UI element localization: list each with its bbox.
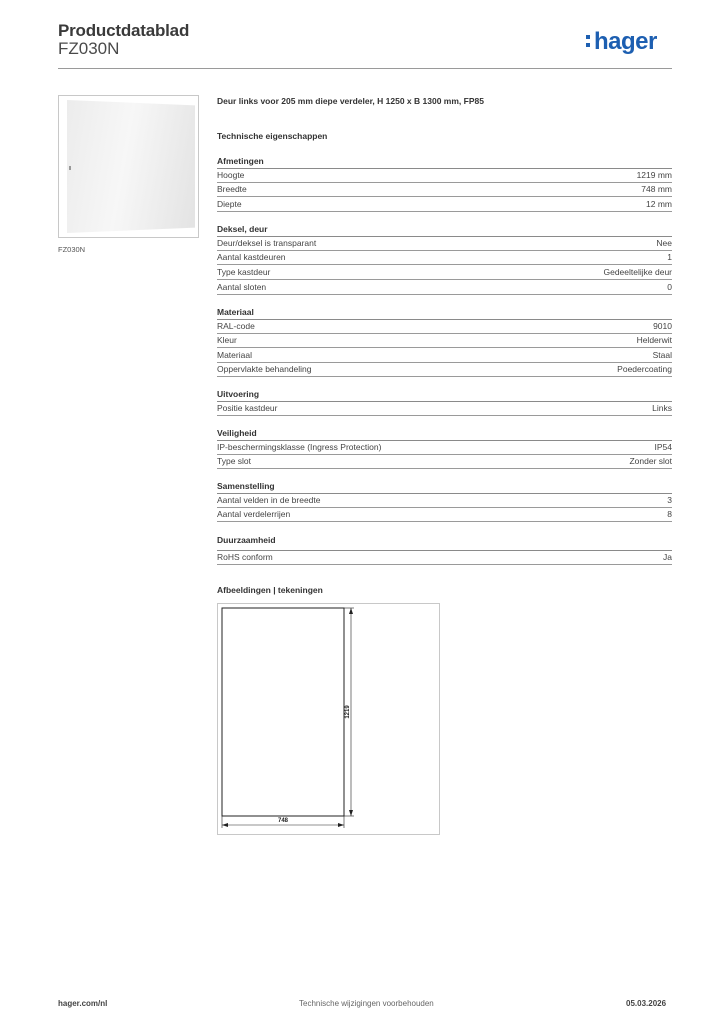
spec-label: Aantal kastdeuren <box>217 252 286 262</box>
spec-label: IP-beschermingsklasse (Ingress Protection) <box>217 442 382 452</box>
spec-label: Deur/deksel is transparant <box>217 238 317 248</box>
spec-value: Nee <box>656 238 672 248</box>
spec-label: Hoogte <box>217 170 245 180</box>
spec-row <box>217 455 672 469</box>
spec-row <box>217 441 672 455</box>
section-title-duurzaamheid: Duurzaamheid <box>217 535 276 545</box>
arrow-icon <box>349 608 353 614</box>
spec-row <box>217 169 672 183</box>
spec-row <box>217 551 672 565</box>
product-description: Deur links voor 205 mm diepe verdeler, H 1250 x B 1300 mm, FP85 <box>217 96 484 106</box>
spec-row <box>217 334 672 348</box>
spec-row <box>217 237 672 251</box>
spec-value: 12 mm <box>646 199 672 209</box>
product-code: FZ030N <box>58 39 120 58</box>
spec-row <box>217 320 672 334</box>
product-thumbnail <box>58 95 199 238</box>
spec-row <box>217 349 672 363</box>
spec-label: Diepte <box>217 199 242 209</box>
spec-label: Oppervlakte behandeling <box>217 364 312 374</box>
spec-value: 1 <box>667 252 672 262</box>
spec-value: 1219 mm <box>636 170 672 180</box>
section-title-afmetingen: Afmetingen <box>217 156 264 166</box>
page-title: Productdatablad <box>58 21 190 40</box>
spec-value: 748 mm <box>641 184 672 194</box>
spec-label: Breedte <box>217 184 247 194</box>
door-drawing <box>218 604 439 834</box>
images-title: Afbeeldingen | tekeningen <box>217 585 323 595</box>
spec-value: 3 <box>667 495 672 505</box>
arrow-icon <box>338 823 344 827</box>
spec-value: 9010 <box>653 321 672 331</box>
section-title-materiaal: Materiaal <box>217 307 254 317</box>
section-title-samenstelling: Samenstelling <box>217 481 275 491</box>
spec-row <box>217 266 672 280</box>
spec-value: Helderwit <box>636 335 672 345</box>
spec-label: RAL-code <box>217 321 255 331</box>
spec-value: IP54 <box>654 442 672 452</box>
door-image <box>67 100 195 233</box>
spec-value: 8 <box>667 509 672 519</box>
spec-value: Gedeeltelijke deur <box>603 267 672 277</box>
width-dimension-label: 748 <box>277 818 289 824</box>
spec-row <box>217 198 672 212</box>
section-title-deksel-deur: Deksel, deur <box>217 224 268 234</box>
spec-label: Type slot <box>217 456 252 466</box>
spec-value: Staal <box>652 350 672 360</box>
spec-label: Materiaal <box>217 350 252 360</box>
hager-logo <box>594 28 657 56</box>
spec-label: Positie kastdeur <box>217 403 278 413</box>
spec-row <box>217 402 672 416</box>
arrow-icon <box>222 823 228 827</box>
technical-drawing <box>217 603 440 835</box>
spec-label: Type kastdeur <box>217 267 271 277</box>
spec-row <box>217 183 672 197</box>
spec-row <box>217 281 672 295</box>
spec-value: Zonder slot <box>629 456 672 466</box>
spec-row <box>217 363 672 377</box>
header-divider <box>58 68 672 69</box>
spec-label: Aantal velden in de breedte <box>217 495 321 505</box>
footer-disclaimer: Technische wijzigingen voorbehouden <box>299 999 434 1008</box>
door-outline <box>222 608 344 816</box>
spec-label: Aantal sloten <box>217 282 267 292</box>
spec-label: Kleur <box>217 335 237 345</box>
section-title-veiligheid: Veiligheid <box>217 428 257 438</box>
section-title-uitvoering: Uitvoering <box>217 389 260 399</box>
height-dimension-label: 1219 <box>345 705 351 719</box>
spec-label: Aantal verdelerrijen <box>217 509 291 519</box>
logo-dots-icon <box>586 35 590 51</box>
logo-text: hager <box>594 28 657 55</box>
spec-value: Ja <box>663 552 672 562</box>
spec-label: RoHS conform <box>217 552 273 562</box>
spec-value: Links <box>652 403 672 413</box>
spec-value: 0 <box>667 282 672 292</box>
spec-row <box>217 508 672 522</box>
spec-row <box>217 251 672 265</box>
footer-website-link[interactable]: hager.com/nl <box>58 999 108 1008</box>
technical-properties-title: Technische eigenschappen <box>217 131 328 141</box>
footer-date: 05.03.2026 <box>626 999 667 1008</box>
arrow-icon <box>349 810 353 816</box>
spec-value: Poedercoating <box>617 364 672 374</box>
thumbnail-caption: FZ030N <box>58 245 86 254</box>
spec-row <box>217 494 672 508</box>
